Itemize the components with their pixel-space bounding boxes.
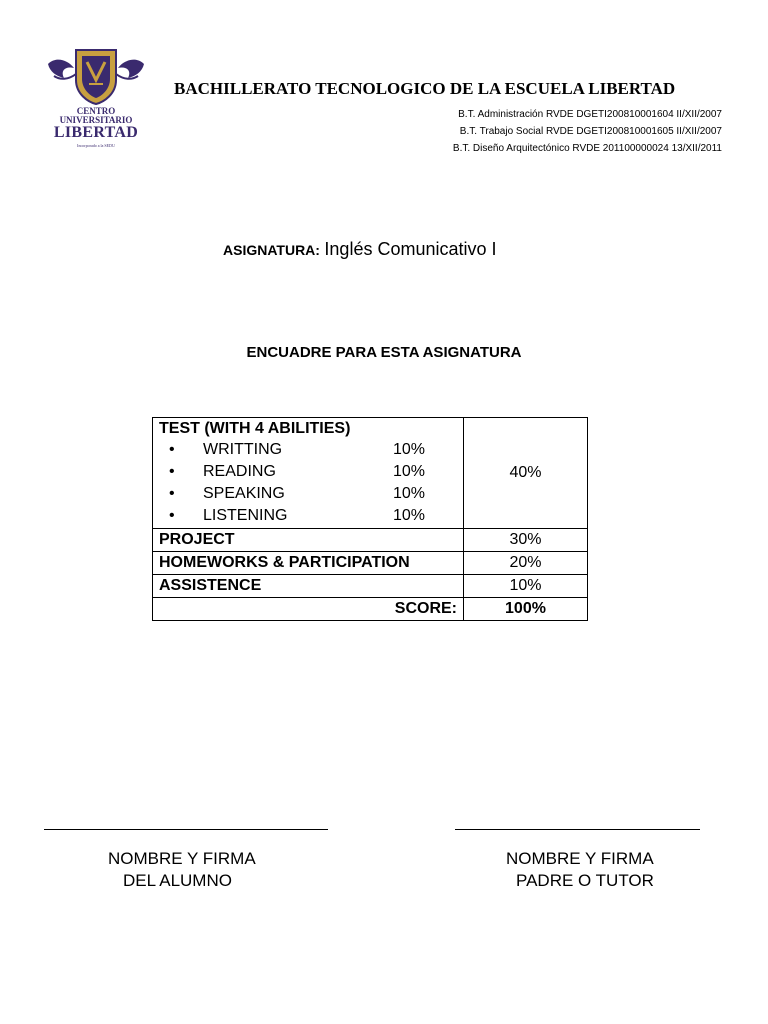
subject-label: ASIGNATURA: [223, 242, 320, 258]
registration-line-1: B.T. Administración RVDE DGETI200810001604 II/XII/2007 [458, 109, 722, 120]
ability-value: 10% [393, 441, 426, 458]
bullet-icon: • [169, 441, 175, 458]
table-row [153, 598, 588, 621]
encuadre-title: ENCUADRE PARA ESTA ASIGNATURA [246, 344, 522, 361]
row-value: 20% [464, 552, 588, 575]
student-signature-label-2: DEL ALUMNO [123, 871, 232, 890]
bullet-icon: • [169, 463, 175, 480]
student-signature-label-1: NOMBRE Y FIRMA [108, 849, 256, 868]
logo-line-1: CENTRO [76, 106, 116, 116]
bullet-icon: • [169, 485, 175, 502]
logo-tagline: Incorporado a la SEDU [77, 143, 115, 148]
ability-value: 10% [393, 485, 426, 502]
logo-line-2: UNIVERSITARIO [59, 115, 133, 125]
score-value: 100% [464, 598, 588, 621]
row-label: HOMEWORKS & PARTICIPATION [153, 552, 464, 575]
ability-value: 10% [393, 507, 426, 524]
tutor-signature-label-1: NOMBRE Y FIRMA [506, 849, 654, 868]
list-item [159, 483, 457, 505]
list-item [159, 439, 457, 461]
score-label: SCORE: [153, 598, 464, 621]
row-label: ASSISTENCE [153, 575, 464, 598]
crest-logo-icon [46, 46, 146, 106]
row-value: 30% [464, 529, 588, 552]
student-signature-line [44, 829, 328, 830]
ability-value: 10% [393, 463, 426, 480]
table-row [153, 418, 588, 529]
ability-name: SPEAKING [203, 485, 285, 502]
subject-heading [223, 239, 497, 260]
school-title: BACHILLERATO TECNOLOGICO DE LA ESCUELA LIBERTAD [174, 79, 676, 98]
tutor-signature-line [455, 829, 700, 830]
logo-line-3: LIBERTAD [53, 124, 139, 141]
list-item [159, 461, 457, 483]
tutor-signature-label-2: PADRE O TUTOR [516, 871, 654, 890]
registration-line-3: B.T. Diseño Arquitectónico RVDE 201100000024 13/XII/2011 [452, 143, 722, 154]
bullet-icon: • [169, 507, 175, 524]
grading-table [152, 417, 588, 621]
test-label: TEST (WITH 4 ABILITIES) [159, 420, 351, 437]
list-item [159, 505, 457, 527]
registration-line-2: B.T. Trabajo Social RVDE DGETI200810001605 II/XII/2007 [459, 126, 722, 137]
registration-lines [453, 106, 722, 157]
ability-name: WRITTING [203, 441, 283, 458]
row-value: 10% [464, 575, 588, 598]
ability-name: LISTENING [203, 507, 288, 524]
crest-logo [46, 46, 146, 150]
table-row [153, 575, 588, 598]
subject-value: Inglés Comunicativo I [324, 239, 497, 259]
test-total: 40% [464, 418, 588, 529]
row-label: PROJECT [153, 529, 464, 552]
test-cell [153, 418, 464, 529]
ability-name: READING [203, 463, 276, 480]
table-row [153, 529, 588, 552]
table-row [153, 552, 588, 575]
